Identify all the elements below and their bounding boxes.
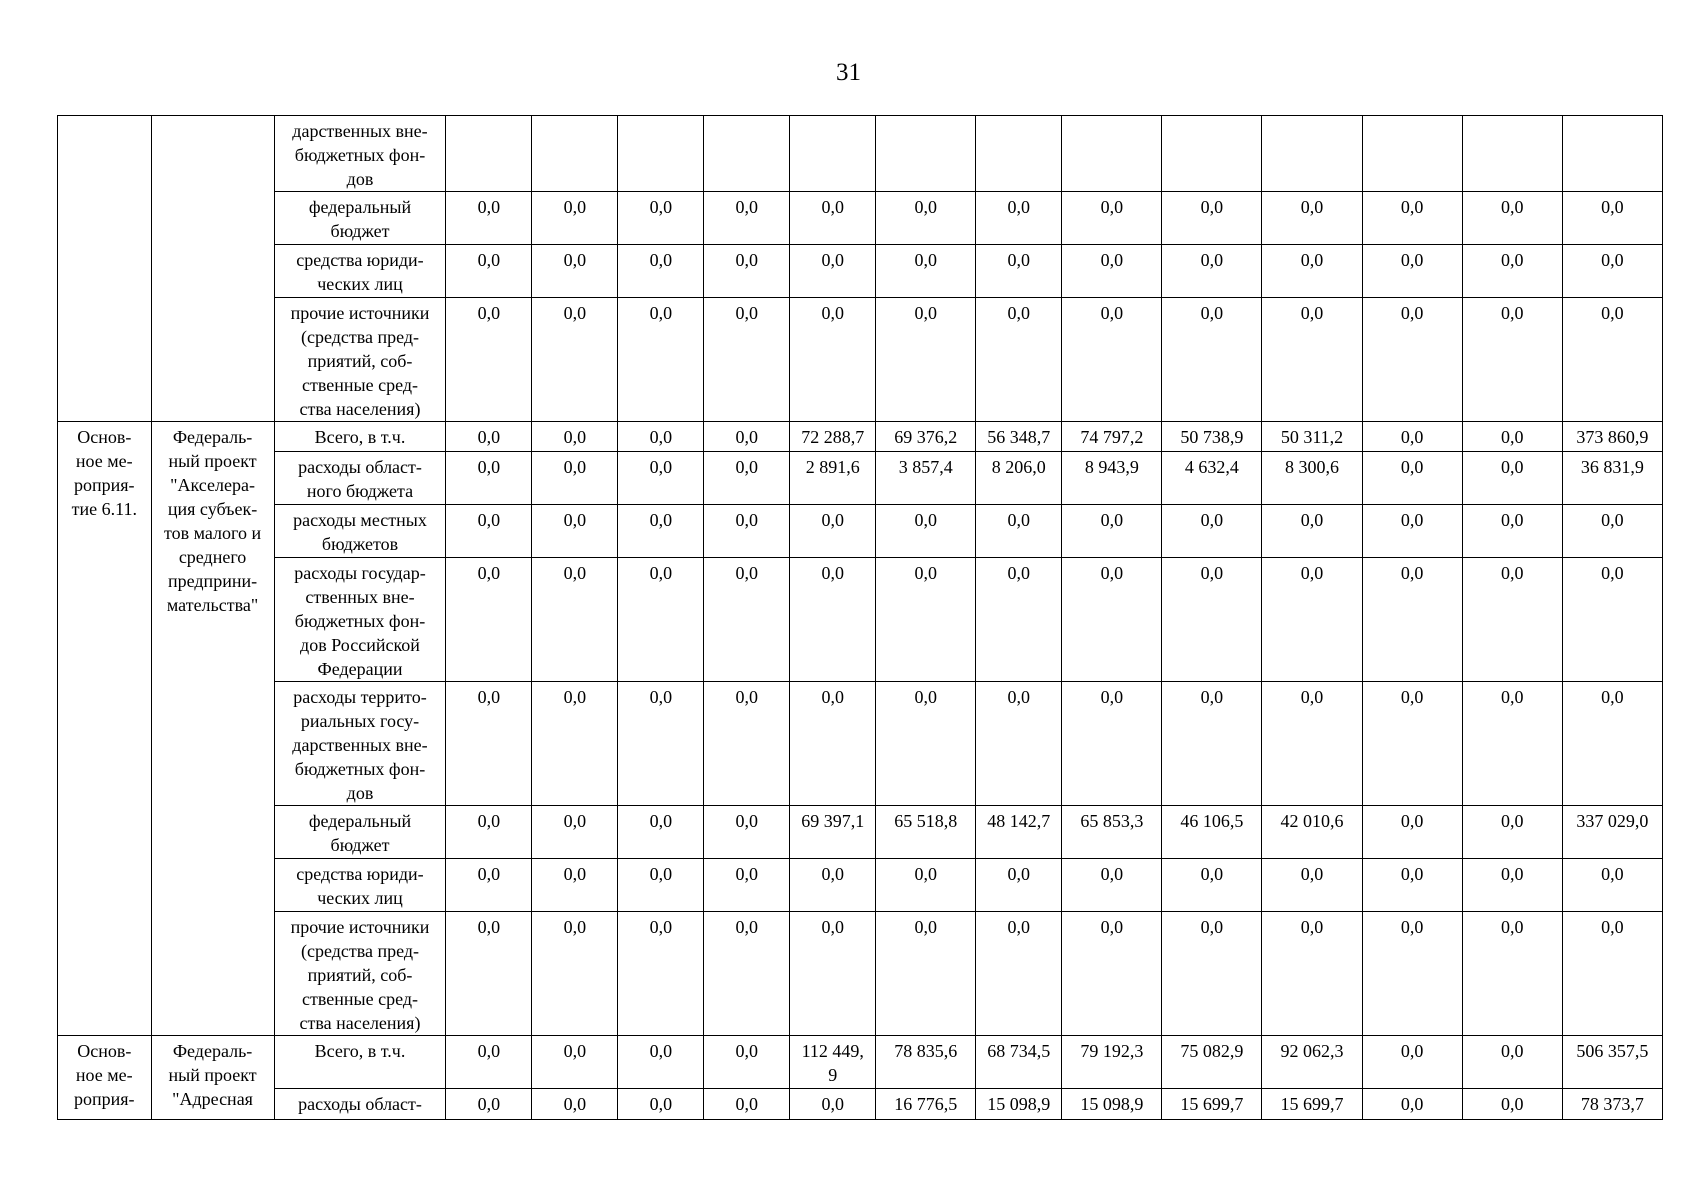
value-cell: 0,0 [618, 1036, 704, 1089]
value-cell: 0,0 [1362, 859, 1462, 912]
value-cell: 0,0 [1462, 912, 1562, 1036]
value-cell: 78 373,7 [1562, 1089, 1662, 1120]
funding-source-cell: расходы област- ного бюджета [274, 452, 446, 505]
value-cell: 0,0 [1262, 859, 1362, 912]
value-cell: 0,0 [704, 1036, 790, 1089]
value-cell: 65 518,8 [876, 806, 976, 859]
value-cell: 69 376,2 [876, 422, 976, 452]
value-cell: 0,0 [876, 859, 976, 912]
value-cell: 0,0 [1462, 245, 1562, 298]
table-row [58, 298, 1663, 422]
funding-source-cell: средства юриди- ческих лиц [274, 859, 446, 912]
value-cell: 0,0 [1162, 682, 1262, 806]
value-cell [790, 116, 876, 192]
value-cell: 4 632,4 [1162, 452, 1262, 505]
value-cell: 337 029,0 [1562, 806, 1662, 859]
value-cell: 0,0 [1562, 859, 1662, 912]
value-cell: 0,0 [704, 192, 790, 245]
value-cell: 92 062,3 [1262, 1036, 1362, 1089]
value-cell: 0,0 [1462, 298, 1562, 422]
table-row [58, 245, 1663, 298]
value-cell: 0,0 [790, 505, 876, 558]
value-cell: 0,0 [446, 682, 532, 806]
value-cell: 0,0 [446, 1089, 532, 1120]
table-row [58, 192, 1663, 245]
value-cell: 0,0 [1262, 505, 1362, 558]
value-cell: 0,0 [1362, 505, 1462, 558]
value-cell: 0,0 [1562, 192, 1662, 245]
page-number: 31 [836, 59, 861, 86]
value-cell: 0,0 [1062, 192, 1162, 245]
value-cell: 0,0 [1062, 245, 1162, 298]
value-cell: 0,0 [446, 452, 532, 505]
value-cell: 0,0 [704, 806, 790, 859]
value-cell: 0,0 [1462, 558, 1562, 682]
value-cell [1362, 116, 1462, 192]
value-cell: 0,0 [532, 912, 618, 1036]
value-cell: 0,0 [1262, 912, 1362, 1036]
value-cell: 0,0 [976, 859, 1062, 912]
funding-source-cell: прочие источники (средства пред- приятий, соб- ственные сред- ства населения) [274, 912, 446, 1036]
value-cell: 0,0 [976, 558, 1062, 682]
value-cell: 0,0 [876, 192, 976, 245]
value-cell: 0,0 [1362, 192, 1462, 245]
value-cell: 506 357,5 [1562, 1036, 1662, 1089]
value-cell [1062, 116, 1162, 192]
value-cell: 2 891,6 [790, 452, 876, 505]
value-cell: 0,0 [1262, 192, 1362, 245]
value-cell: 0,0 [790, 682, 876, 806]
value-cell: 42 010,6 [1262, 806, 1362, 859]
event-cell: Основ- ное ме- роприя- тие 6.11. [58, 422, 152, 1036]
value-cell: 0,0 [1362, 1089, 1462, 1120]
value-cell: 0,0 [446, 912, 532, 1036]
value-cell [1462, 116, 1562, 192]
funding-source-cell: прочие источники (средства пред- приятий, соб- ственные сред- ства населения) [274, 298, 446, 422]
event-cell [58, 116, 152, 422]
value-cell: 0,0 [1362, 1036, 1462, 1089]
value-cell: 15 699,7 [1162, 1089, 1262, 1120]
value-cell: 0,0 [446, 245, 532, 298]
value-cell: 0,0 [446, 859, 532, 912]
value-cell: 0,0 [1262, 245, 1362, 298]
value-cell: 0,0 [532, 558, 618, 682]
value-cell: 0,0 [790, 859, 876, 912]
value-cell: 0,0 [1362, 245, 1462, 298]
value-cell: 0,0 [790, 192, 876, 245]
value-cell: 0,0 [1562, 682, 1662, 806]
value-cell: 0,0 [618, 682, 704, 806]
value-cell: 0,0 [1462, 1089, 1562, 1120]
value-cell: 0,0 [1262, 298, 1362, 422]
value-cell [1162, 116, 1262, 192]
value-cell: 0,0 [532, 192, 618, 245]
value-cell: 0,0 [876, 298, 976, 422]
value-cell: 0,0 [976, 245, 1062, 298]
value-cell: 0,0 [704, 859, 790, 912]
value-cell: 0,0 [532, 806, 618, 859]
value-cell [976, 116, 1062, 192]
value-cell: 0,0 [704, 1089, 790, 1120]
value-cell: 56 348,7 [976, 422, 1062, 452]
funding-source-cell: Всего, в т.ч. [274, 1036, 446, 1089]
funding-source-cell: расходы местных бюджетов [274, 505, 446, 558]
value-cell: 0,0 [876, 682, 976, 806]
table-row [58, 1089, 1663, 1120]
value-cell: 15 098,9 [1062, 1089, 1162, 1120]
value-cell: 0,0 [704, 422, 790, 452]
value-cell: 0,0 [618, 245, 704, 298]
value-cell: 0,0 [446, 422, 532, 452]
value-cell: 16 776,5 [876, 1089, 976, 1120]
funding-source-cell: федеральный бюджет [274, 192, 446, 245]
value-cell: 0,0 [1062, 912, 1162, 1036]
value-cell: 0,0 [618, 192, 704, 245]
value-cell: 0,0 [976, 298, 1062, 422]
value-cell: 8 300,6 [1262, 452, 1362, 505]
value-cell: 0,0 [1062, 558, 1162, 682]
value-cell: 0,0 [1462, 422, 1562, 452]
value-cell: 0,0 [618, 505, 704, 558]
value-cell [618, 116, 704, 192]
value-cell: 0,0 [876, 245, 976, 298]
project-cell: Федераль- ный проект "Адресная [151, 1036, 274, 1120]
value-cell: 0,0 [1262, 558, 1362, 682]
value-cell: 0,0 [1362, 558, 1462, 682]
value-cell: 0,0 [446, 806, 532, 859]
value-cell: 0,0 [976, 682, 1062, 806]
value-cell: 74 797,2 [1062, 422, 1162, 452]
value-cell: 0,0 [976, 912, 1062, 1036]
funding-source-cell: расходы государ- ственных вне- бюджетных фон- дов Российской Федерации [274, 558, 446, 682]
table-row [58, 505, 1663, 558]
value-cell: 0,0 [1362, 298, 1462, 422]
value-cell: 0,0 [1062, 298, 1162, 422]
value-cell: 373 860,9 [1562, 422, 1662, 452]
value-cell: 0,0 [704, 505, 790, 558]
value-cell: 112 449, 9 [790, 1036, 876, 1089]
value-cell: 0,0 [1162, 192, 1262, 245]
value-cell: 0,0 [1462, 859, 1562, 912]
value-cell: 0,0 [618, 422, 704, 452]
value-cell: 8 206,0 [976, 452, 1062, 505]
value-cell: 0,0 [876, 912, 976, 1036]
value-cell: 0,0 [532, 245, 618, 298]
value-cell: 46 106,5 [1162, 806, 1262, 859]
value-cell: 0,0 [1062, 505, 1162, 558]
value-cell [532, 116, 618, 192]
value-cell: 0,0 [1362, 912, 1462, 1036]
value-cell: 36 831,9 [1562, 452, 1662, 505]
value-cell: 0,0 [1162, 298, 1262, 422]
value-cell: 0,0 [1162, 245, 1262, 298]
table-row [58, 422, 1663, 452]
value-cell: 75 082,9 [1162, 1036, 1262, 1089]
value-cell: 15 098,9 [976, 1089, 1062, 1120]
value-cell: 50 738,9 [1162, 422, 1262, 452]
value-cell: 65 853,3 [1062, 806, 1162, 859]
value-cell: 0,0 [876, 558, 976, 682]
funding-source-cell: расходы област- [274, 1089, 446, 1120]
value-cell: 0,0 [446, 1036, 532, 1089]
value-cell: 0,0 [976, 505, 1062, 558]
value-cell: 0,0 [532, 1089, 618, 1120]
table-row [58, 859, 1663, 912]
value-cell: 0,0 [1162, 912, 1262, 1036]
value-cell: 0,0 [1062, 682, 1162, 806]
value-cell [446, 116, 532, 192]
value-cell: 0,0 [1362, 422, 1462, 452]
value-cell: 0,0 [532, 859, 618, 912]
value-cell: 8 943,9 [1062, 452, 1162, 505]
value-cell: 0,0 [1462, 505, 1562, 558]
value-cell: 0,0 [790, 558, 876, 682]
value-cell: 0,0 [1562, 298, 1662, 422]
value-cell: 0,0 [704, 558, 790, 682]
table-row [58, 558, 1663, 682]
value-cell: 15 699,7 [1262, 1089, 1362, 1120]
value-cell: 0,0 [704, 298, 790, 422]
value-cell: 0,0 [1362, 452, 1462, 505]
value-cell: 0,0 [1562, 245, 1662, 298]
project-cell [151, 116, 274, 422]
table-row [58, 1036, 1663, 1089]
value-cell: 0,0 [446, 558, 532, 682]
value-cell: 0,0 [532, 1036, 618, 1089]
table-row [58, 806, 1663, 859]
value-cell: 0,0 [532, 452, 618, 505]
value-cell [876, 116, 976, 192]
value-cell: 0,0 [446, 505, 532, 558]
funding-source-cell: Всего, в т.ч. [274, 422, 446, 452]
value-cell: 0,0 [704, 912, 790, 1036]
table-row [58, 912, 1663, 1036]
table-row [58, 682, 1663, 806]
funding-source-cell: дарственных вне- бюджетных фон- дов [274, 116, 446, 192]
value-cell [704, 116, 790, 192]
value-cell: 0,0 [790, 298, 876, 422]
value-cell: 0,0 [446, 298, 532, 422]
value-cell: 0,0 [1362, 682, 1462, 806]
value-cell: 0,0 [1562, 912, 1662, 1036]
value-cell [1262, 116, 1362, 192]
value-cell: 0,0 [532, 298, 618, 422]
value-cell: 0,0 [1062, 859, 1162, 912]
value-cell: 0,0 [618, 298, 704, 422]
value-cell: 0,0 [618, 558, 704, 682]
value-cell: 79 192,3 [1062, 1036, 1162, 1089]
value-cell: 69 397,1 [790, 806, 876, 859]
value-cell [1562, 116, 1662, 192]
value-cell: 0,0 [446, 192, 532, 245]
table-row [58, 116, 1663, 192]
value-cell: 78 835,6 [876, 1036, 976, 1089]
funding-source-cell: федеральный бюджет [274, 806, 446, 859]
value-cell: 0,0 [1562, 558, 1662, 682]
project-cell: Федераль- ный проект "Акселера- ция субъек- тов малого и среднего предприни- мательства" [151, 422, 274, 1036]
value-cell: 0,0 [618, 1089, 704, 1120]
value-cell: 0,0 [532, 682, 618, 806]
value-cell: 0,0 [1462, 806, 1562, 859]
value-cell: 68 734,5 [976, 1036, 1062, 1089]
value-cell: 3 857,4 [876, 452, 976, 505]
value-cell: 0,0 [532, 422, 618, 452]
value-cell: 0,0 [704, 452, 790, 505]
value-cell: 0,0 [618, 859, 704, 912]
value-cell: 0,0 [1462, 1036, 1562, 1089]
value-cell: 0,0 [1262, 682, 1362, 806]
value-cell: 0,0 [876, 505, 976, 558]
value-cell: 72 288,7 [790, 422, 876, 452]
value-cell: 0,0 [618, 806, 704, 859]
value-cell: 0,0 [704, 682, 790, 806]
funding-source-cell: расходы террито- риальных госу- дарственных вне- бюджетных фон- дов [274, 682, 446, 806]
value-cell: 0,0 [790, 245, 876, 298]
value-cell: 0,0 [1162, 859, 1262, 912]
value-cell: 0,0 [1462, 682, 1562, 806]
value-cell: 0,0 [1462, 452, 1562, 505]
value-cell: 0,0 [790, 912, 876, 1036]
value-cell: 0,0 [1162, 558, 1262, 682]
event-cell: Основ- ное ме- роприя- [58, 1036, 152, 1120]
value-cell: 0,0 [790, 1089, 876, 1120]
value-cell: 0,0 [1162, 505, 1262, 558]
value-cell: 0,0 [976, 192, 1062, 245]
value-cell: 50 311,2 [1262, 422, 1362, 452]
value-cell: 0,0 [1562, 505, 1662, 558]
value-cell: 0,0 [1462, 192, 1562, 245]
value-cell: 0,0 [704, 245, 790, 298]
table-row [58, 452, 1663, 505]
funding-source-cell: средства юриди- ческих лиц [274, 245, 446, 298]
budget-table [57, 115, 1663, 1120]
value-cell: 0,0 [618, 912, 704, 1036]
value-cell: 0,0 [1362, 806, 1462, 859]
value-cell: 0,0 [532, 505, 618, 558]
value-cell: 48 142,7 [976, 806, 1062, 859]
value-cell: 0,0 [618, 452, 704, 505]
